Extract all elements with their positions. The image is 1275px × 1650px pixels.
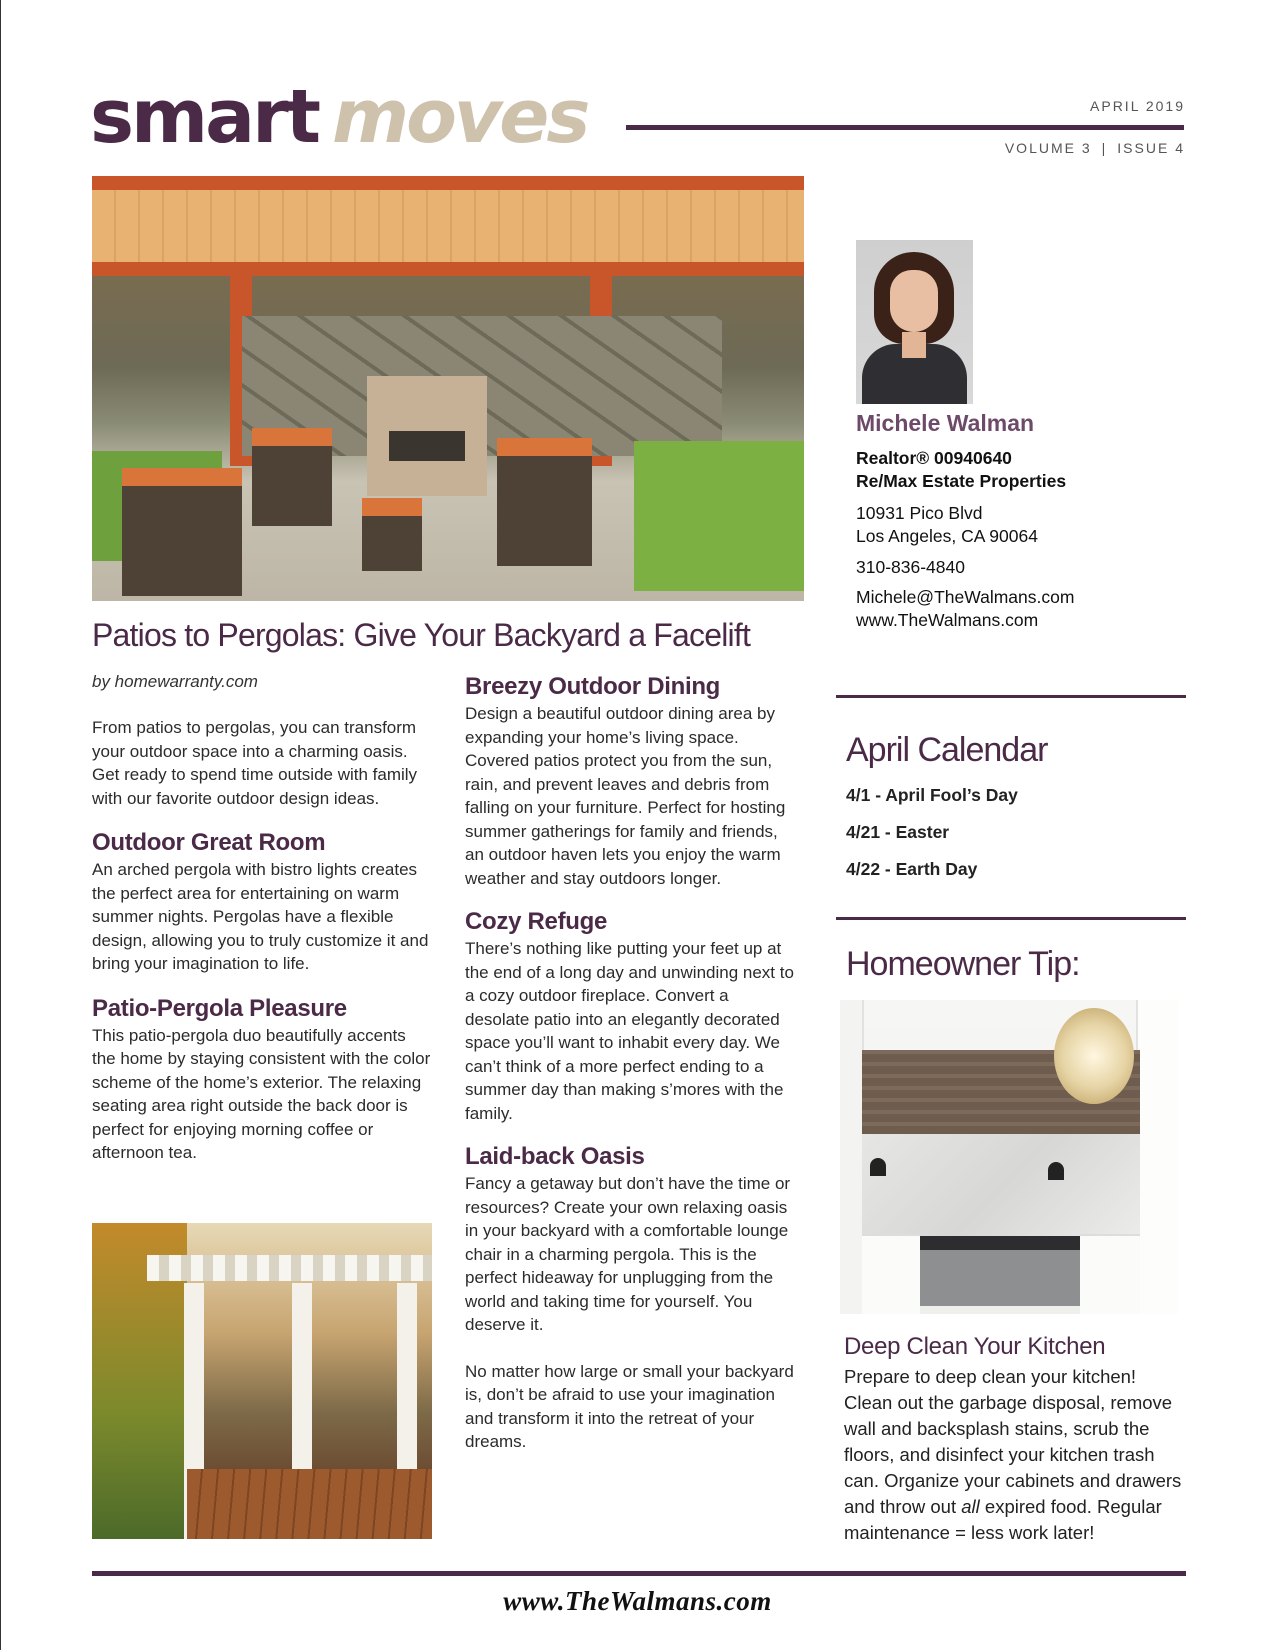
- stove: [920, 1236, 1080, 1306]
- article-column-left: [92, 672, 432, 1165]
- section-text: This patio-pergola duo beautifully accents the home by staying consistent with the color scheme of the home’s exterior. The relaxing seating area right outside the back door is perfect for enjoying morning coffee or afternoon tea.: [92, 1025, 431, 1162]
- pergola-top: [147, 1255, 432, 1281]
- sidebar-divider: [836, 917, 1186, 920]
- footer-rule: [92, 1571, 1186, 1576]
- agent-company: Re/Max Estate Properties: [856, 471, 1067, 491]
- article-column-middle: [465, 672, 795, 1454]
- agent-phone: 310-836-4840: [856, 557, 965, 577]
- article-intro: From patios to pergolas, you can transform your outdoor space into a charming oasis. Get ready to spend time outside with family with our favorite outdoor design ideas.: [92, 718, 418, 808]
- patio-chair: [252, 428, 332, 526]
- agent-website: www.TheWalmans.com: [856, 610, 1039, 630]
- footer-website: www.TheWalmans.com: [503, 1586, 772, 1616]
- section-title: Laid-back Oasis: [465, 1143, 645, 1170]
- pergola-roof: [92, 176, 804, 276]
- ottoman: [362, 498, 422, 571]
- agent-address-line1: 10931 Pico Blvd: [856, 503, 983, 523]
- masthead-logo: [90, 72, 587, 162]
- calendar-item: 4/21 - Easter: [846, 822, 950, 842]
- pergola-deck-photo: [92, 1223, 432, 1539]
- logo-smart: smart: [90, 74, 318, 160]
- calendar-item: 4/22 - Earth Day: [846, 859, 978, 879]
- agent-license: Realtor® 00940640: [856, 448, 1012, 468]
- tip-title: Deep Clean Your Kitchen: [844, 1333, 1106, 1360]
- chandelier: [1054, 1008, 1134, 1104]
- article-headline: Patios to Pergolas: Give Your Backyard a Facelift: [92, 617, 751, 653]
- section-title: Outdoor Great Room: [92, 829, 326, 856]
- agent-email: Michele@TheWalmans.com: [856, 587, 1075, 607]
- tip-text-part: Prepare to deep clean your kitchen! Clean out the garbage disposal, remove wall and backsplash stains, scrub the floors, and disinfect your kitchen trash can. Organize your cabinets and drawers and throw out: [844, 1366, 1182, 1517]
- section-text: Design a beautiful outdoor dining area by expanding your home’s living space. Covered patios protect you from the sun, rain, and prevent leaves and debris from falling on your furniture. Perfect for hosting summer gatherings for family and friends, an outdoor haven lets you enjoy the warm weather and stay outdoors longer.: [465, 704, 786, 888]
- calendar-title: April Calendar: [846, 731, 1048, 769]
- masthead-rule: [626, 125, 1184, 130]
- covered-patio-photo: [92, 176, 804, 601]
- logo-moves: moves: [331, 74, 588, 160]
- section-text: There’s nothing like putting your feet up at the end of a long day and unwinding next to a cozy outdoor fireplace. Convert a desolate patio into an elegantly decorated space you’ll want to inhabit every day. We can’t think of a more perfect ending to a summer day than making s’mores with the family.: [465, 939, 794, 1123]
- page-edge-line: [0, 0, 1, 1650]
- agent-portrait: [856, 240, 973, 404]
- patio-chair: [122, 468, 242, 596]
- tip-text-part: expired food. Regular maintenance = less work later!: [844, 1496, 1162, 1543]
- tip-heading: Homeowner Tip:: [846, 945, 1080, 983]
- volume-label: VOLUME 3: [1004, 140, 1092, 156]
- article-byline: by homewarranty.com: [92, 672, 258, 691]
- wood-deck: [187, 1469, 432, 1539]
- tip-text: [844, 1364, 1189, 1546]
- tip-text-emphasis: all: [961, 1496, 980, 1517]
- section-text: Fancy a getaway but don’t have the time or resources? Create your own relaxing oasis in your backyard with a comfortable lounge chair in a charming pergola. This is the perfect hideaway for unplugging from the world and taking time for yourself. You deserve it.: [465, 1174, 791, 1334]
- issue-date: APRIL 2019: [1090, 98, 1185, 114]
- section-title: Patio-Pergola Pleasure: [92, 994, 347, 1022]
- calendar-item: 4/1 - April Fool’s Day: [846, 785, 1018, 805]
- section-text: An arched pergola with bistro lights creates the perfect area for entertaining on warm summer nights. Pergolas have a flexible design, allowing you to truly customize it and bring your imagination to life.: [92, 860, 429, 973]
- marble-backsplash: [862, 1134, 1140, 1244]
- issue-label: ISSUE 4: [1117, 140, 1185, 156]
- article-closing: No matter how large or small your backyard is, don’t be afraid to use your imagination and transform it into the retreat of your dreams.: [465, 1361, 794, 1451]
- volume-issue: VOLUME 3 | ISSUE 4: [1004, 140, 1185, 156]
- agent-name: Michele Walman: [856, 410, 1035, 436]
- patio-chair: [497, 438, 592, 566]
- outdoor-fireplace: [367, 376, 487, 496]
- sidebar-divider: [836, 695, 1186, 698]
- kitchen-photo: [840, 1000, 1178, 1314]
- section-title: Breezy Outdoor Dining: [465, 673, 721, 700]
- section-title: Cozy Refuge: [465, 908, 608, 935]
- agent-address-line2: Los Angeles, CA 90064: [856, 526, 1038, 546]
